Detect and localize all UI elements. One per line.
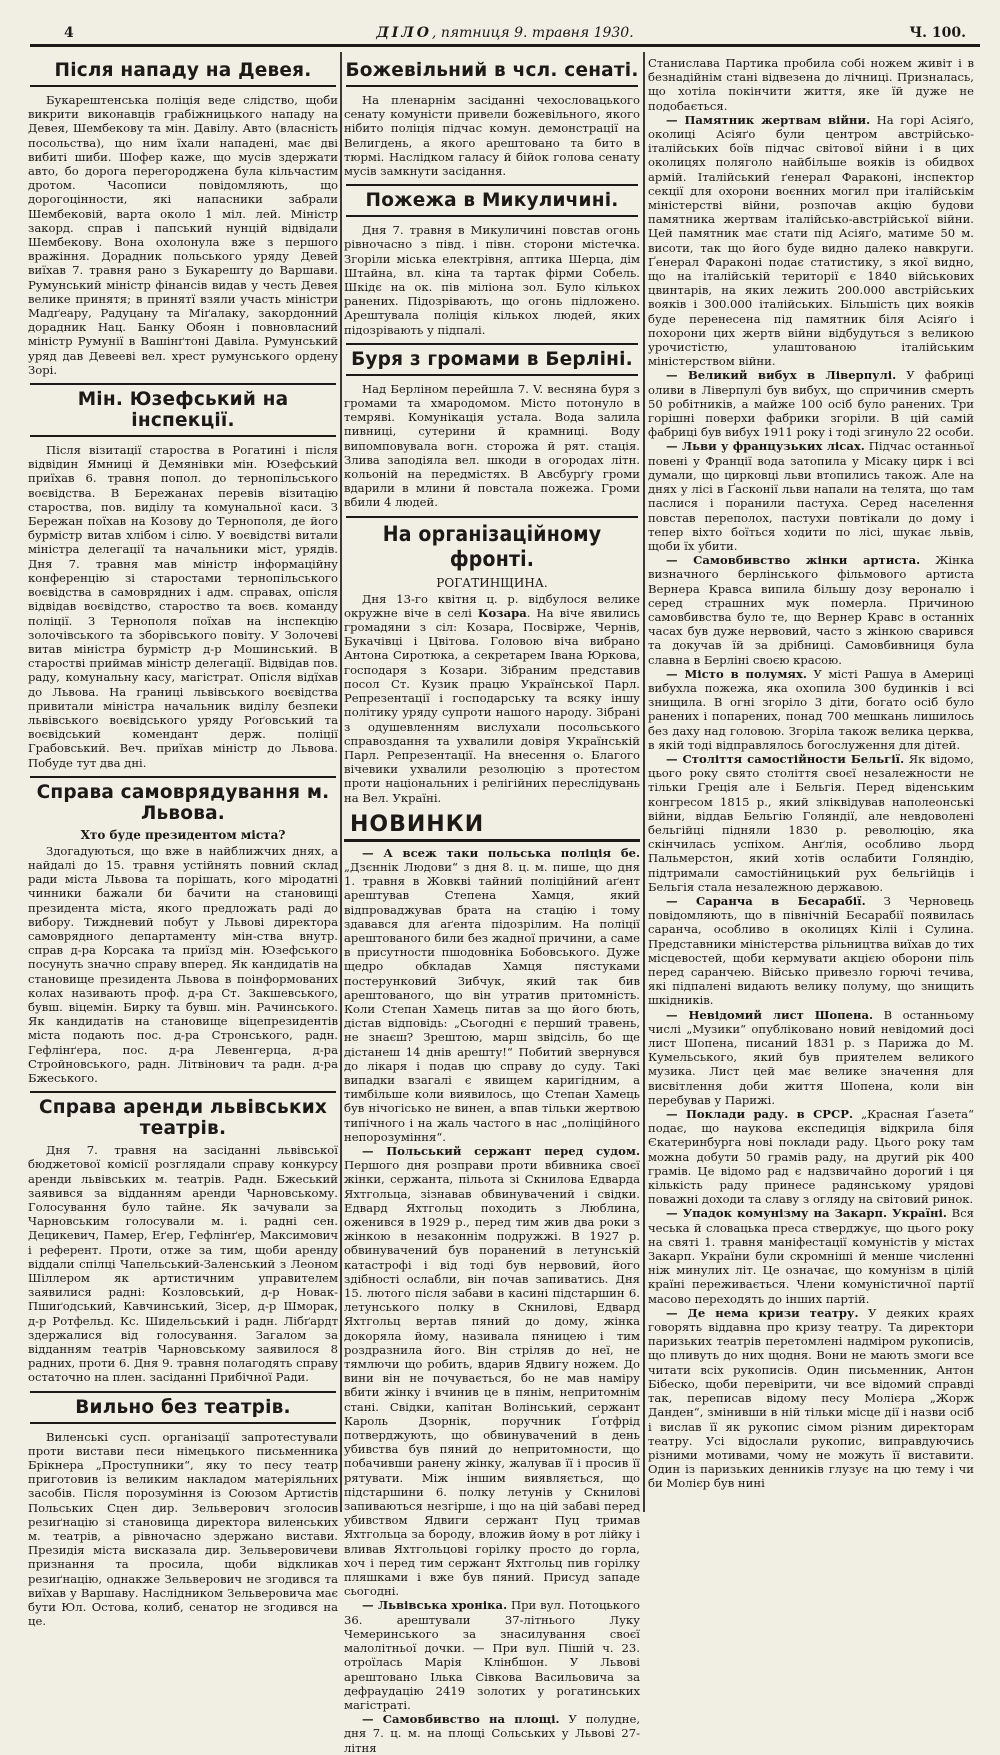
article-text: Букарештенська поліція веде слідство, щоби викрити виконавців грабіжницького нападу на Девея, Шембекову та мін. Давілу. Авто (власність посольства), що ним їхали нападені, має дві вибиті шиби. Шофер каже, що мусів здержати авто, бо дорога перегороджена була кільчастим дротом. Часописи повідомляють, що дорогоцінности, які напасники забрали Шембековій, варта около 1 міл. лей. Міністр закорд. справ і папський нунцій відвідали Шембекову. Вона охолонула вже з першого вражіння. Дорадник польського уряду Девей виїхав 7. травня рано з Букарешту до Варшави. Румунський міністр фінансів видав у честь Девея велике принятя; в принятї взяли участь міністри Мадґеару, Радуцану та Міґалаку, закордонний дорадник Нац. Банку Обоян і повновласний міністр Румунії в Вашінґтоні Давіла. Румунський уряд дав Девееві вел. хрест румунського ордену Зорі. [28, 93, 338, 377]
divider [346, 184, 638, 186]
page-header [30, 22, 980, 47]
masthead-line: ДІЛО, пятниця 9. травня 1930. [376, 25, 634, 41]
article-title: Мін. Юзефський на інспекції. [77, 389, 289, 432]
title-underline [346, 374, 638, 376]
divider [346, 516, 638, 518]
article-subtitle: Хто буде президентом міста? [80, 827, 286, 842]
divider [346, 343, 638, 345]
news-item: — Самовбивство жінки артиста. Жінка визначного берлінського фільмового артиста Вернера Кравса випила більшу дозу вероналю і серед страшних мук померла. Причиною самовбивства було те, що Вернер Кравс в останніх часах був дуже нервовий, часто з жінкою сварився та докучав їй за дрібниці. Самовбивниця була славна в Берліні своєю красою. [648, 553, 975, 667]
article-title: Справа аренди львівських театрів. [38, 1097, 328, 1140]
column-3 [648, 56, 974, 1521]
news-item: — Самовбивство на площі. У полудне, дня 7. ц. м. на площі Сольських у Львові 27-літня [344, 1712, 641, 1755]
title-underline [346, 215, 638, 217]
news-item: — Саранча в Бесарабії. З Черновець повідомляють, що в північній Бесарабії появилась саранча, особливо в околицях Кіліі і Сулина. Представники міністерства рільництва виїхав до тих місцевостей, щоби кермувати акцією оборони піль перед саранчею. Військо привезло горючі течива, які підпалені видають велику полуму, що знищить шкідників. [648, 893, 974, 1008]
title-underline [346, 85, 638, 87]
title-underline [30, 435, 336, 437]
news-item: — А всеж таки польська поліція бе. „Дзєннік Людови“ з дня 8. ц. м. пише, що дня 1. травня в Жовкві тайний поліційний аґент арештував Степена Хамця, який відпроваджував брата на стацію і тому здавався для аґента підозрілим. На поліції арештованого били без жадної причини, а саме в присутности пшодовніка Бобовського. Дуже щедро обкладав Хамця пястуками постерунковий Зибчук, який так бив арештованого, що він утратив притомність. Коли Степан Хамець питав за що його бють, дістав відповідь: „Сьогодні є перший травень, не знаєш? Зрештою, марш звідсіль, бо ще дістанеш 14 днів арешту!“ Побитий звернувся до лікаря і подав цю справу до суду. Такі випадки взагалі є явищем каригідним, а тимбільше коли виявилось, що Степан Хамець був нічогісько не винен, а впав тільки жертвою типічного і на жаль частого в нас „поліційного непорозуміння“. [344, 845, 640, 1144]
news-item: — Поклади раду. в СРСР. „Красная Ґазета“ подає, що наукова експедиція відкрила біля Єкатеринбурга нові поклади раду. Цього року там можна добути 50 грамів раду, на другий рік 400 грамів. Це відомо рад є надзвичайно дорогий і ця кількість раду принесе радянському урядові поважні доходи та славу з огляду на світовий ринок. [648, 1107, 975, 1207]
title-underline [30, 1422, 336, 1424]
village-name: Козара [477, 605, 527, 620]
divider [30, 776, 336, 778]
news-item: — Невідомий лист Шопена. В останньому числі „Музики“ опубліковано новий невідомий досі лист Шопена, писаний 1831 р. з Парижа до М. Кумельського, який був приятелем великого музика. Лист цей має велике значення для висвітлення доби життя Шопена, коли він перебував у Парижі. [648, 1007, 974, 1107]
article-text: Дня 7. травня на засіданні львівської бюджетової комісії розглядали справу конкурсу аренди львівських м. театрів. Радн. Бжеський заявився за відданням аренди Чарновському. Голосування було тайне. Як зачували за Чарновським голосували м. і. радні сен. Децикевич, Памер, Еґер, Гефлінґер, Максимович і референт. Проти, отже за тим, щоби аренду віддали спілці Чапельський-Заленський з Леоном Шіллером як артистичним управителем заявилися радні: Козловський, д-р Новак-Пшиґодський, Кавчинський, Зісер, д-р Шморак, д-р Ротфельд. Кс. Шидельський і радн. Лібґардт здержалися від голосування. Загалом за відданням театрів Чарновському заявилося 8 радних, проти 6. Дня 9. травня полагодять справу остаточно на плен. засіданні Прибічної Ради. [28, 1143, 338, 1385]
issue-number: Ч. 100. [909, 25, 966, 41]
article-text: На пленарнім засіданні чехословацького сенату комуністи привели божевільного, якого нібито поліція підчас комун. демонстрації на Велигдень, а якого арештовано та бито в тюрмі. Наслідком галасу й бійок голова сенату мусів замкнути засідання. [344, 93, 640, 179]
article-text: Дня 13-го квітня ц. р. відбулося велике окружне віче в селі Козара. На віче явились громадяни з сіл: Козара, Посвірже, Чернів, Букачівці і Цвітова. Головою віча вибрано Антона Сиротюка, а секретарем Івана Юркова, господаря з Козари. Зібраним представив посол Ст. Кузик працю Української Парл. Репрезентації і господарську та всяку іншу політику уряду супроти нашого народу. Зібрані з одушевленням вислухали посольського справоздання та ухвалили довіря Українській Парл. Репрезентації. На внесення о. Благого вічевики ухвалили резолюцію з протестом проти національних і релігійних переслідувань на Вел. Україні. [344, 591, 640, 805]
article-text: Дня 7. травня в Микуличині повстав огонь рівночасно з півд. і півн. сторони містечка. Згоріли міська електрівня, аптика Шерца, дім Штайна, вл. кіна та тартак фірми Собель. Шкідє на ок. пів міліона зол. Було кількох ранених. Підозрівають, що огонь підложено. Арештувала поліція кількох людей, яких підозрівають у підпалі. [344, 223, 640, 337]
news-item: — Львівська хроніка. При вул. Потоцького 36. арештували 37-літнього Луку Чемеринського за знасилування своєї малолітньої дочки. — При вул. Пішій ч. 23. отроїлась Марія Клінбшон. У Львові арештовано Ілька Сівкова Васильовича за дефраудацію 2419 золотих у рогатинських магістраті. [344, 1598, 641, 1712]
news-item: — Памятник жертвам війни. На горі Асіяґо, околиці Асіяґо були центром австрійсько-італійських боїв підчас світової війни і в цих околицях поляголо найбільше вояків із обидвох армій. Італійський ґенерал Фараконі, інспектор секції для охорони воєнних могил при італійськім міністерстві війни, розпочав акцію будови памятника жертвам італійсько-австрійської війни. Цей памятник має стати під Асіяґо, матиме 50 м. висоти, так що його буде видно далеко навкруги. Ґенерал Фараконі подає статистику, з якої видно, що на італійській території є 1840 військових цвинтарів, на яких лежить 200.000 австрійських вояків і 300.000 італійських. Більшість цих вояків буде перенесена під памятник біля Асіяґо і похорони цих жертв війни відбудуться з великою урочистістю, улаштованою італійським міністерством війни. [648, 112, 975, 369]
issue-date: пятниця 9. травня 1930. [440, 25, 634, 41]
news-item: — Де нема кризи театру. У деяких краях говорять віддавна про кризу театру. Та директори паризьких театрів перетомлені надміром рукописів, що пливуть до них щодня. Вони не мають змоги все читати всіх рукописів. Один письменник, Антон Бібеско, щоби перевірити, чи все відомий справді так, переписав відому песу Молієра „Жорж Данден“, змінивши в ній тільки місце дії і назви осіб і вислав її як рукопис сімом різним директорам театру. Усі відослали рукопис, виправдуючись різними мотивами, чому не можуть її виставити. Один із паризьких денників глузує на цю тему і чи би Молієр був нині [648, 1305, 974, 1491]
news-item: — Місто в полумях. У місті Рашуа в Америці вибухла пожежа, яка охопила 300 будинків і всі знищила. В огні згоріло 3 діти, богато осіб було ранених і попарених, понад 700 мешкань лишилось без даху над головою. Згоріла також велика церква, в якій тоді відправлялось богослуження для дітей. [648, 666, 974, 752]
column-2 [344, 56, 641, 1755]
news-item: — Великий вибух в Ліверпулі. У фабриці оливи в Ліверпулі був вибух, що спричинив смерть 50 робітників, а майже 100 осіб було ранених. Три горішні поверхи фабрики згоріли. В цій самій фабриці був вибух 1911 року і тоді згинуло 22 особи. [648, 368, 975, 440]
article-title: Справа самоврядування м. Львова. [36, 781, 330, 824]
article-title: Пожежа в Микуличині. [365, 190, 619, 212]
article-title: Вильно без театрів. [75, 1396, 291, 1418]
article-subtitle: РОГАТИНЩИНА. [436, 575, 548, 590]
article-text: Над Берліном перейшла 7. V. весняна буря з громами та хмародомом. Місто потонуло в темряві. Комунікація устала. Вода залила пивниці, сутерини й крамниці. Воду випомповувала вогн. сторожа й рят. стація. Злива заподіяла вел. шкоди в огородах літн. кольоній на передмістях. В Авсбурґу громи вдарили в млини й повстала пожежа. Громи вбили 4 людей. [344, 381, 640, 510]
section-heading-novynky: НОВИНКИ [344, 811, 640, 842]
divider [30, 1391, 336, 1393]
news-item: — Століття самостійности Бельгії. Як відомо, цього року свято століття своєї незалежности не тільки Греція але і Бельгія. Перед віденським конгресом 1815 р., який зліквідував наполеонські війни, віддав Бельгію Голяндії, але невдоволені бельгійці підняли 1830 р. революцію, яка скінчилась успіхом. Анґлія, особливо льорд Пальмерстон, який хотів ослабити Голяндію, підтримали самостійницький рух бельгійців і Бельгія стала незалежною державою. [648, 751, 974, 894]
article-title: На організаційному фронті. [382, 521, 602, 571]
article-title: Після нападу на Девея. [54, 60, 312, 81]
paper-title: ДІЛО [376, 25, 432, 41]
divider [30, 1091, 336, 1093]
news-item: — Упадок комунізму на Закарп. Україні. Вся чеська й словацька преса стверджує, що цього року на святі 1. травня маніфестації комуністів у містах Закарп. України були скромніші й менше численні ніж минулих літ. Це означає, що комунізм в цілій країні переживається. Члени комуністичної партії масово переходять до інших партій. [648, 1206, 974, 1306]
page-number: 4 [64, 25, 74, 41]
title-underline [30, 85, 336, 87]
article-text: Виленські сусп. організації запротестували проти вистави песи німецького письменника Брікнера „Проступники“, яку то песу театр приготовив із великим накладом матеріяльних засобів. Після порозуміння із Союзом Артистів Польських Сцен дир. Зельверович зголосив резиґнацію зі становища директора виленських м. театрів, а рівночасно здержано вистави. Президія міста висказала дир. Зельверовичеви признання та просила, щоби відкликав резиґнацію, однакже Зельверович не згодився та виїхав у Варшаву. Наслідником Зельверовича має бути Юл. Остова, колиб, сенатор не згодився на це. [28, 1429, 338, 1629]
article-text: Після візитації староства в Рогатині і після відвідин Ямниці й Демянівки мін. Юзефський приїхав 6. травня попол. до тернопільського воєвідства. В Бережанах перевів візитацію староства, пов. виділу та комунальної каси. З Бережан поїхав на Козову до Тернополя, де його бурмістр витав хлібом і сілю. У воєвідстві витали міністра делегації та начальники міст, урядів. Дня 7. травня мав міністр інформаційну конференцію зі старостами тернопільського воєвідства в самоврядних і адм. справах, опісля відвідав воєвідство, староство та воєв. команду поліції. З Тернополя поїхав на інспекцію золочівського та зборівського повіту. У Золочеві витав міністра бурмістр д-р Мошинський. В старостві приймав міністр делегації. Відвідав пов. раду, комунальну касу, магістрат. Опісля відїхав до Львова. На границі львівського воєвідства привитали міністра начальник виділу безпеки львівського воєвідського уряду Роґовський та воєвідський комендант держ. поліції Грабовський. Веч. приїхав міністр до Львова. Побуде тут два дні. [28, 443, 338, 770]
column-rule-2 [643, 52, 645, 1512]
news-item: Станислава Партика пробила собі ножем живіт і в безнадійнім стані відвезена до лічниці. Призналась, що хотіла покінчити життя, яке їй дуже не подобається. [648, 56, 974, 113]
column-rule-1 [340, 52, 342, 1512]
article-text: Здогадуються, що вже в найближчих днях, а найдалі до 15. травня устійнять повний склад ради міста Львова та порішать, кого міродатні чинники бажали би бачити на становищі президента міста, якого предложать раді до вибору. Тиждневий побут у Львові директора самоврядного департаменту мін-ства внутр. справ д-ра Корсака та приїзд мін. Юзефського посунуть значно справу вперед. Як кандидатів на становище президента Львова в поінформованих колах називають проф. д-ра Ст. Закшевського, бувш. віцемін. Бирку та бувш. мін. Рачинського. Як кандидатів на становище віцепрезидентів міста подають пос. д-ра Стронського, радн. Гефлінґера, пос. д-ра Левенгерца, д-ра Стройновського, радн. Літвінович та радн. д-ра Бжеського. [28, 843, 338, 1085]
news-item: — Льви у французьких лісах. Підчас останньої повені у Франції вода затопила у Місаку цирк і всі думали, що цирковці льви втопились також. Але на днях у лісі в Ґасконії льви напали на телята, що там паслися і поранили пастуха. Серед населення повстав переполох, пастухи повтікали до дому і тепер віхто боїться ходити по лісі, шукає львів, щоби їх убити. [648, 439, 975, 553]
divider [30, 383, 336, 385]
column-1 [28, 56, 338, 1629]
news-item: — Польський сержант перед судом. Першого дня розправи проти вбивника своєї жінки, сержанта, пільота зі Скнилова Едварда Яхтгольца, зізнавав обвинувачений і свідки. Едвард Яхтгольц походить з Люблина, оженився в 1929 р., перед тим жив два роки з жінкою в незаконнім подружжі. В 1927 р. обвинувачений був поранений в летунській катастрофі і від тоді був нервовий, його здібності ослабли, він почав запиватись. Дня 15. лютого після забави в касині підстаршин 6. летунського полку в Скнилові, Едвард Яхтгольц вертав пяний до дому, жінка докоряла йому, називала пяницею і тим роздразнила його. Він стріляв до неї, не тямлючи що робить, вдарив Ядвигу ножем. До вини він не почувається, бо не мав наміру вбити жінку і вчинив це в пянім, непритомнім стані. Свідки, капітан Волінський, сержант Кароль Дзорнік, поручник Ґотфрід потверджують, що обвинувачений в день убивства був пяний до непритомности, що побачивши ранену жінку, жалував її і просив її рятувати. Між іншим виявляється, що підстаршини 6. полку летунів у Скнилові запиваються незгірше, і що на цій забаві перед убивством Ядвиги сержант Пуц тримав Яхтгольца за бороду, вложив йому в рот лійку і вливав Яхтгольцові горілку просто до горла, хоч і перед тим сержант Яхтгольц пив горілку пляшками і вже був пяний. Присуд западе сьогодні. [344, 1143, 640, 1599]
article-title: Божевільний в чсл. сенаті. [345, 60, 639, 81]
article-title: Буря з громами в Берліні. [351, 348, 633, 370]
